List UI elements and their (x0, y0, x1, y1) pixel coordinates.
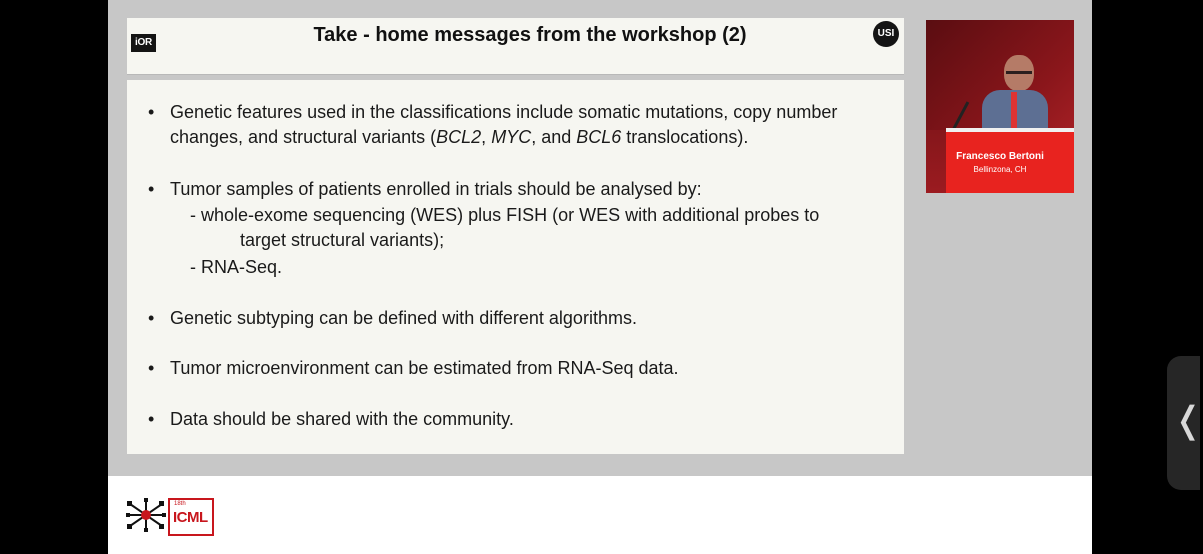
bullet-text: Genetic subtyping can be defined with different algorithms. (170, 308, 637, 328)
ior-logo: iOR (131, 34, 156, 52)
sub-item-wes-cont: target structural variants); (240, 230, 445, 250)
bullet-dot: • (148, 102, 155, 122)
bullet-dot: • (148, 179, 155, 199)
sub-item-rnaseq: - RNA-Seq. (190, 257, 283, 277)
icml-edition: 18th (174, 501, 186, 507)
bullet-text: Genetic features used in the classifications include somatic mutations, copy number (170, 102, 838, 122)
side-panel-handle[interactable] (1167, 356, 1203, 490)
conference-footer-band (108, 476, 1092, 554)
bullet-text: Tumor samples of patients enrolled in trials should be analysed by: (170, 179, 702, 199)
bullet-text: Data should be shared with the community. (170, 409, 514, 429)
speaker-location: Bellinzona, CH (973, 165, 1027, 174)
bullet-text: Tumor microenvironment can be estimated from RNA-Seq data. (170, 358, 679, 378)
icml-name: ICML (173, 509, 208, 526)
speaker-lanyard (1011, 92, 1017, 132)
podium (946, 132, 1074, 193)
speaker-name: Francesco Bertoni (956, 151, 1044, 162)
slide-title: Take - home messages from the workshop (2) (313, 24, 747, 46)
icml-logo (126, 494, 212, 534)
icml-network-icon (126, 498, 166, 532)
icml-badge (168, 498, 214, 536)
bullet-dot: • (148, 358, 155, 378)
chevron-left-icon: ❬ (1173, 399, 1203, 440)
bullet-dot: • (148, 308, 155, 328)
bullet-dot: • (148, 409, 155, 429)
usi-logo: USI (873, 21, 899, 47)
sub-item-wes: - whole-exome sequencing (WES) plus FISH (or WES with additional probes to (190, 205, 820, 225)
speaker-video (926, 20, 1074, 193)
speaker-glasses (1006, 71, 1032, 74)
bullet-text-cont: changes, and structural variants (BCL2, MYC, and BCL6 translocations). (170, 127, 749, 147)
